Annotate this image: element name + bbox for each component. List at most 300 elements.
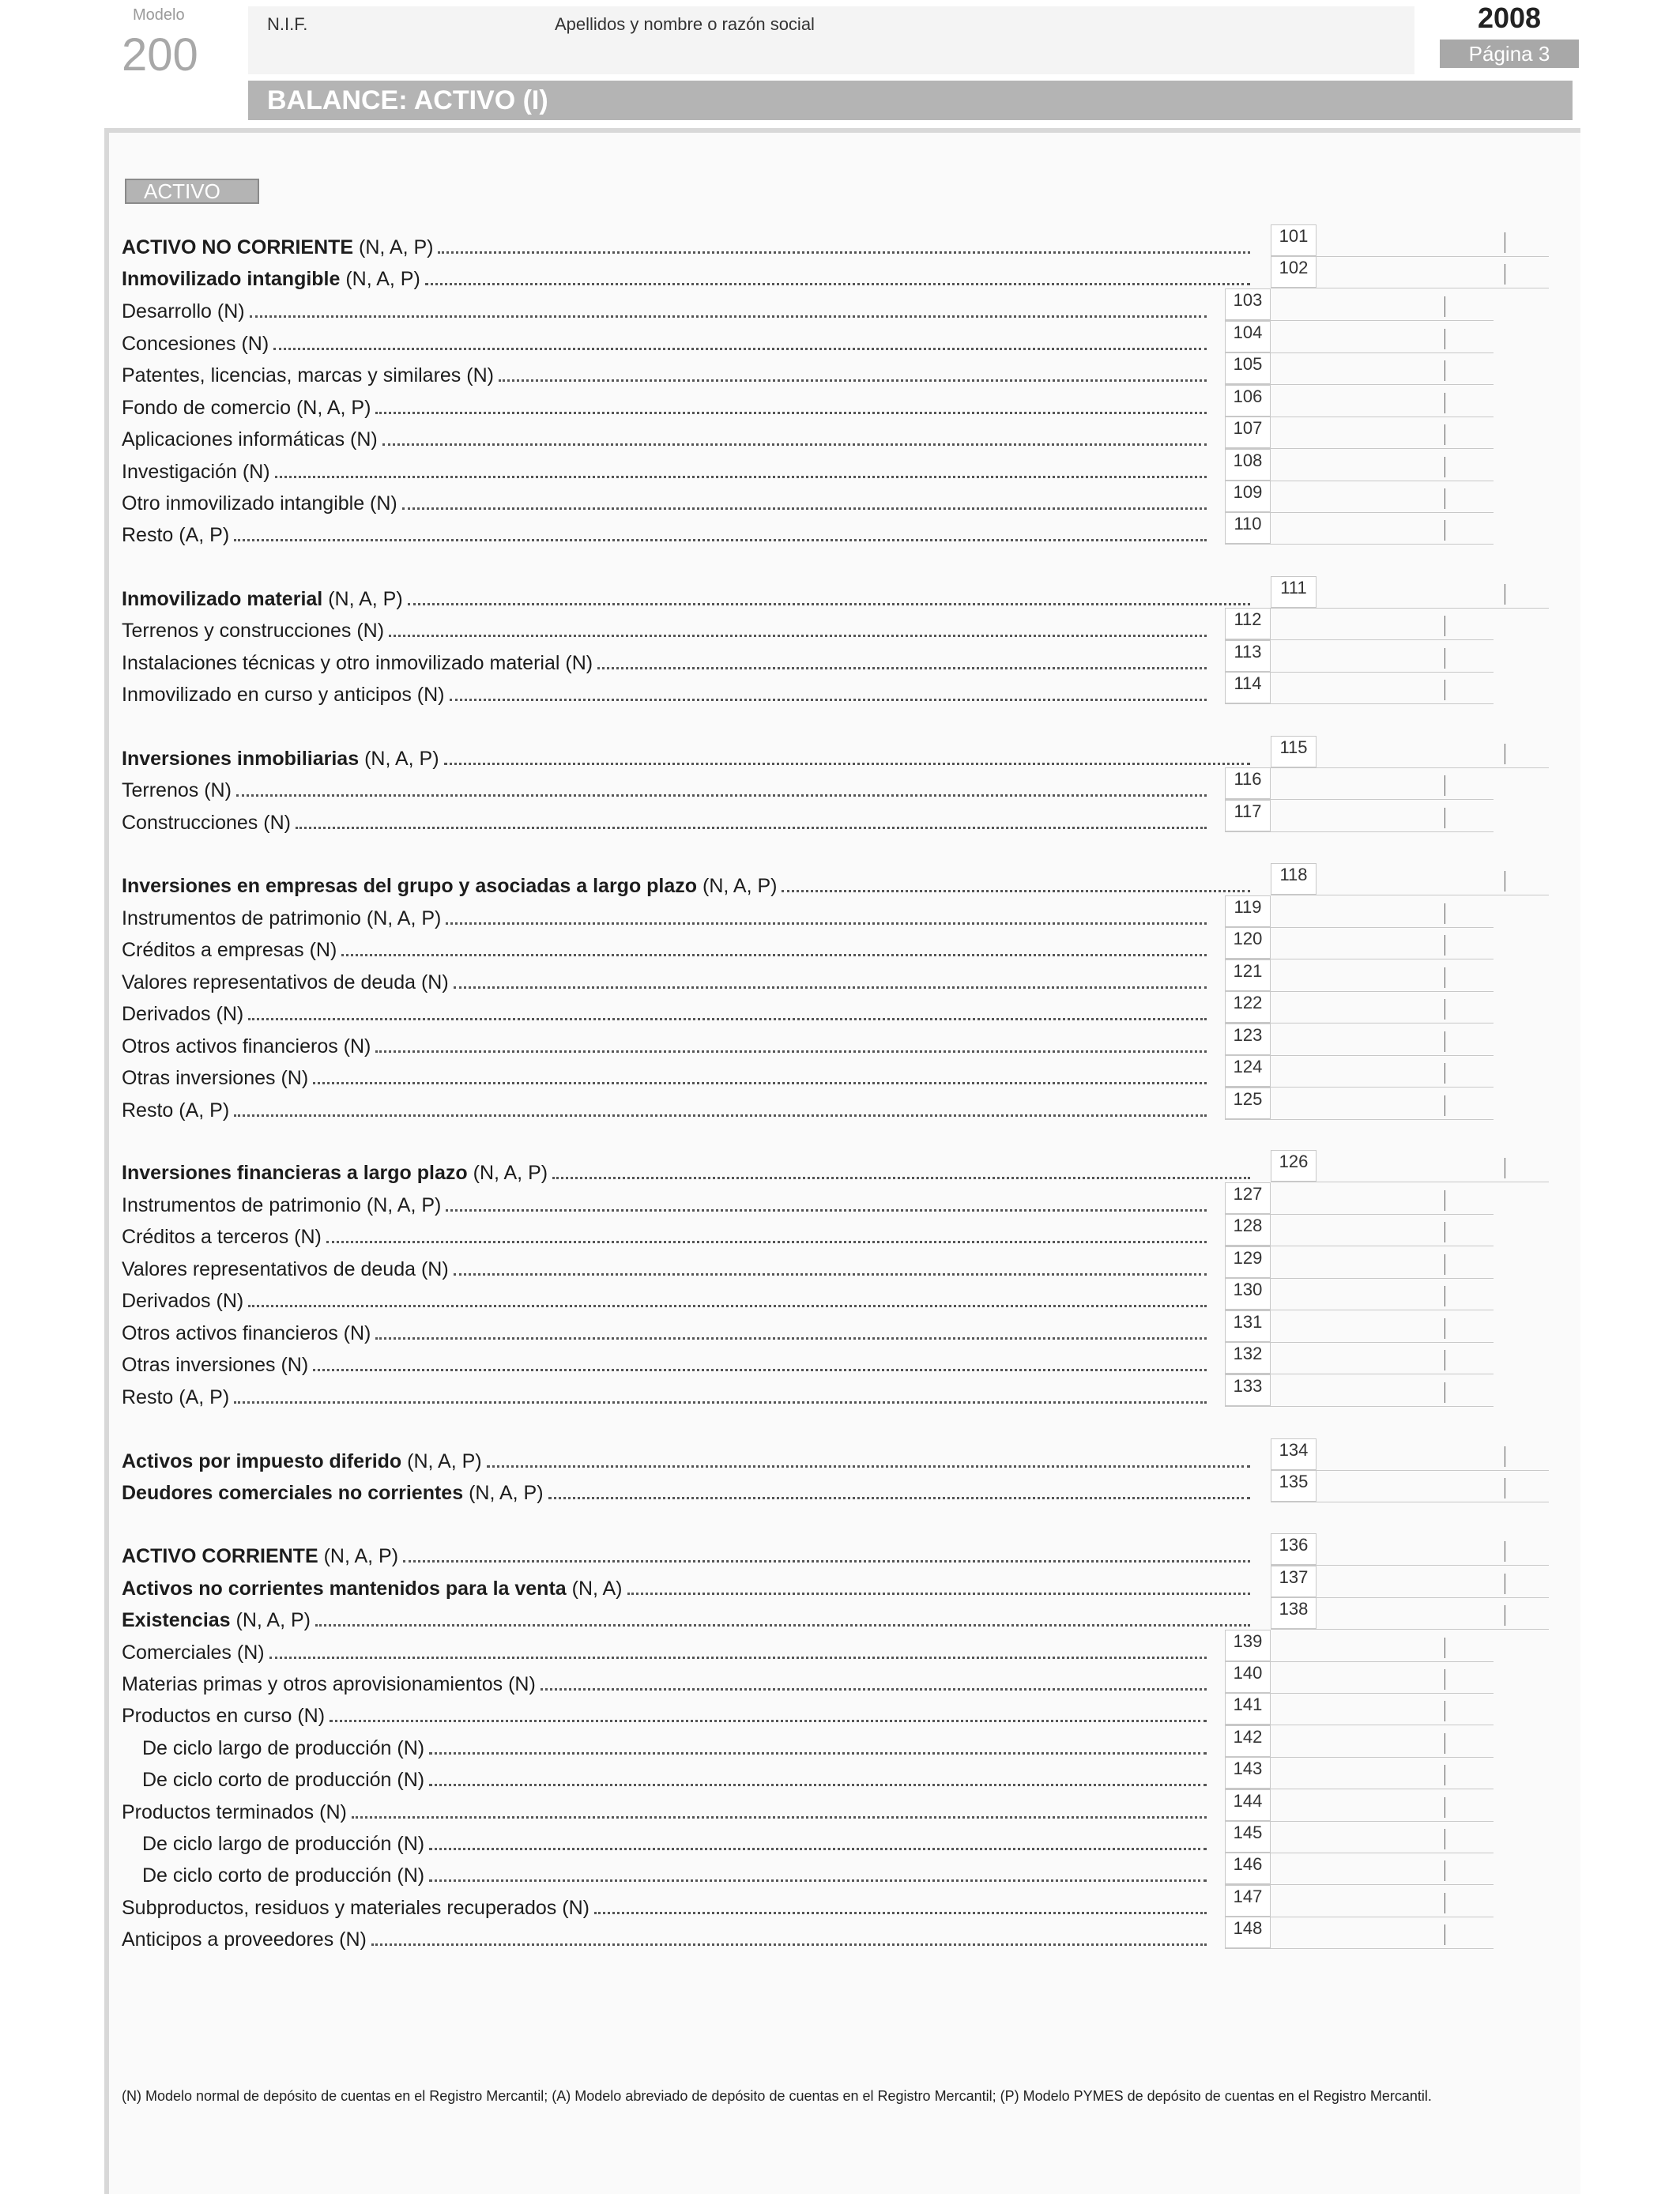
row-label-text: Aplicaciones informáticas (N) xyxy=(122,428,378,450)
row-label-text: Instalaciones técnicas y otro inmovilizado material (N) xyxy=(122,652,593,674)
field-code: 142 xyxy=(1225,1725,1271,1757)
amount-field[interactable] xyxy=(1225,991,1494,1023)
dot-leader xyxy=(425,283,1250,285)
dot-leader xyxy=(313,1369,1207,1371)
dot-leader xyxy=(315,1624,1250,1627)
row-label-text: Terrenos y construcciones (N) xyxy=(122,620,385,642)
form-row xyxy=(122,1732,1208,1760)
field-code: 134 xyxy=(1271,1438,1317,1470)
form-row xyxy=(122,647,1208,675)
row-label xyxy=(122,971,449,994)
form-row xyxy=(122,295,1208,323)
amount-field[interactable] xyxy=(1225,927,1494,959)
form-row xyxy=(122,262,1252,291)
form-row xyxy=(122,1699,1208,1728)
row-label-text: Patentes, licencias, marcas y similares (N) xyxy=(122,364,494,386)
row-label xyxy=(122,268,420,291)
row-label-text: Valores representativos de deuda (N) xyxy=(122,1258,449,1280)
field-code: 104 xyxy=(1225,321,1271,352)
dot-leader xyxy=(454,1273,1207,1276)
amount-field[interactable] xyxy=(1271,1150,1549,1182)
dot-leader xyxy=(438,251,1250,254)
field-code: 139 xyxy=(1225,1630,1271,1661)
amount-field[interactable] xyxy=(1271,1533,1549,1566)
row-label-bold: ACTIVO CORRIENTE xyxy=(122,1545,318,1567)
nif-label: N.I.F. xyxy=(267,14,308,34)
row-label xyxy=(122,1162,548,1185)
row-label-text: (N, A, P) xyxy=(467,1162,548,1184)
row-label xyxy=(122,1578,623,1600)
field-code: 131 xyxy=(1225,1310,1271,1342)
form-row xyxy=(122,1030,1208,1058)
row-label-text: (N, A) xyxy=(566,1578,623,1600)
form-row xyxy=(122,933,1208,962)
row-label xyxy=(122,1194,441,1217)
amount-field[interactable] xyxy=(1271,224,1549,257)
form-row xyxy=(122,614,1208,643)
field-code: 126 xyxy=(1271,1150,1317,1182)
form-row xyxy=(122,1827,1208,1856)
field-code: 137 xyxy=(1271,1566,1317,1597)
row-label-text: Construcciones (N) xyxy=(122,812,291,834)
dot-leader xyxy=(275,476,1207,478)
row-label-text: Productos en curso (N) xyxy=(122,1705,326,1727)
form-row xyxy=(122,391,1208,420)
form-row xyxy=(122,1348,1208,1377)
field-code: 145 xyxy=(1225,1821,1271,1853)
field-code: 130 xyxy=(1225,1278,1271,1310)
amount-field[interactable] xyxy=(1225,1693,1494,1725)
form-row xyxy=(122,997,1208,1026)
amount-field[interactable] xyxy=(1225,1214,1494,1246)
field-code: 141 xyxy=(1225,1693,1271,1725)
row-label-text: Fondo de comercio (N, A, P) xyxy=(122,397,371,419)
row-label-bold: Inversiones en empresas del grupo y asociadas a largo plazo xyxy=(122,875,698,897)
form-row xyxy=(122,1381,1208,1409)
amount-field[interactable] xyxy=(1225,959,1494,992)
form-row xyxy=(122,1094,1208,1122)
dot-leader xyxy=(248,1305,1207,1307)
amount-field[interactable] xyxy=(1225,385,1494,417)
dot-leader xyxy=(429,1879,1207,1882)
field-code: 122 xyxy=(1225,991,1271,1023)
field-code: 103 xyxy=(1225,288,1271,320)
form-row xyxy=(122,1156,1252,1185)
dot-leader xyxy=(273,348,1207,350)
dot-leader xyxy=(429,1848,1207,1850)
row-label xyxy=(122,1897,590,1920)
row-label xyxy=(122,652,593,675)
form-row xyxy=(122,359,1208,387)
row-label-text: Anticipos a proveedores (N) xyxy=(122,1928,367,1951)
amount-field[interactable] xyxy=(1225,512,1494,545)
row-label-bold: Inversiones inmobiliarias xyxy=(122,748,360,770)
field-code: 112 xyxy=(1225,608,1271,639)
section-tag: ACTIVO xyxy=(125,179,259,204)
field-code: 146 xyxy=(1225,1853,1271,1884)
row-label-text: Otras inversiones (N) xyxy=(122,1354,309,1376)
row-label-bold: Activos no corrientes mantenidos para la venta xyxy=(122,1578,567,1600)
dot-leader xyxy=(375,1337,1207,1340)
row-label-text: Créditos a empresas (N) xyxy=(122,939,337,961)
amount-field[interactable] xyxy=(1225,417,1494,449)
field-code: 107 xyxy=(1225,417,1271,448)
field-code: 118 xyxy=(1271,863,1317,895)
row-label xyxy=(122,1833,424,1856)
modelo-number: 200 xyxy=(122,29,198,81)
amount-field[interactable] xyxy=(1225,449,1494,481)
row-label-text: De ciclo corto de producción (N) xyxy=(142,1769,425,1791)
row-label xyxy=(122,907,441,930)
row-label-text: (N, A, P) xyxy=(353,236,434,258)
field-code: 148 xyxy=(1225,1917,1271,1948)
dot-leader xyxy=(248,1018,1207,1020)
amount-field[interactable] xyxy=(1225,1821,1494,1853)
amount-field[interactable] xyxy=(1225,352,1494,385)
amount-field[interactable] xyxy=(1225,1055,1494,1088)
form-row xyxy=(122,1253,1208,1281)
amount-field[interactable] xyxy=(1225,1853,1494,1885)
dot-leader xyxy=(454,986,1207,989)
field-code: 102 xyxy=(1271,256,1317,288)
field-code: 121 xyxy=(1225,959,1271,991)
field-code: 116 xyxy=(1225,767,1271,799)
row-label-text: Créditos a terceros (N) xyxy=(122,1226,322,1248)
row-label-text: Instrumentos de patrimonio (N, A, P) xyxy=(122,907,442,929)
dot-leader xyxy=(234,1114,1207,1117)
row-label xyxy=(122,461,270,484)
amount-field[interactable] xyxy=(1225,1246,1494,1279)
field-code: 119 xyxy=(1225,895,1271,927)
amount-field[interactable] xyxy=(1225,800,1494,832)
form-row xyxy=(122,1604,1252,1632)
field-code: 124 xyxy=(1225,1055,1271,1087)
row-label-text: Otros activos financieros (N) xyxy=(122,1322,371,1344)
field-code: 143 xyxy=(1225,1757,1271,1789)
row-label xyxy=(122,300,245,323)
row-label-bold: ACTIVO NO CORRIENTE xyxy=(122,236,354,258)
amount-field[interactable] xyxy=(1225,1310,1494,1343)
row-label-text: Otros activos financieros (N) xyxy=(122,1035,371,1057)
form-row xyxy=(122,1891,1208,1920)
row-label-text: Productos terminados (N) xyxy=(122,1801,347,1823)
amount-field[interactable] xyxy=(1225,1757,1494,1789)
amount-field[interactable] xyxy=(1225,1917,1494,1949)
dot-leader xyxy=(296,827,1207,829)
row-label-bold: Deudores comerciales no corrientes xyxy=(122,1482,464,1504)
row-label xyxy=(122,1035,371,1058)
form-row xyxy=(122,231,1252,259)
dot-leader xyxy=(375,1050,1207,1053)
row-label-text: Desarrollo (N) xyxy=(122,300,245,322)
row-label-text: (N, A, P) xyxy=(318,1545,399,1567)
row-label xyxy=(122,1769,424,1792)
amount-field[interactable] xyxy=(1225,1088,1494,1120)
row-label xyxy=(122,1609,311,1632)
amount-field[interactable] xyxy=(1225,321,1494,353)
row-label-text: Instrumentos de patrimonio (N, A, P) xyxy=(122,1194,442,1216)
dot-leader xyxy=(234,1401,1207,1404)
row-label-bold: Inversiones financieras a largo plazo xyxy=(122,1162,468,1184)
field-code: 114 xyxy=(1225,672,1271,703)
row-label-text: Subproductos, residuos y materiales recuperados (N) xyxy=(122,1897,590,1919)
amount-field[interactable] xyxy=(1271,256,1549,288)
field-code: 129 xyxy=(1225,1246,1271,1278)
dot-leader xyxy=(375,412,1207,414)
form-row xyxy=(122,1636,1208,1664)
row-label xyxy=(122,236,433,259)
row-label-text: De ciclo largo de producción (N) xyxy=(142,1833,425,1855)
dot-leader xyxy=(269,1657,1207,1659)
form-row xyxy=(122,1540,1252,1568)
field-code: 132 xyxy=(1225,1342,1271,1374)
form-row xyxy=(122,1763,1208,1792)
row-label-bold: Inmovilizado material xyxy=(122,588,323,610)
row-label xyxy=(122,1642,265,1664)
row-label xyxy=(122,1258,449,1281)
row-label xyxy=(122,1737,424,1760)
form-row xyxy=(122,742,1252,771)
row-label xyxy=(122,1545,398,1568)
row-label-text: Concesiones (N) xyxy=(122,333,269,355)
field-code: 101 xyxy=(1271,224,1317,256)
row-label-text: (N, A, P) xyxy=(697,875,778,897)
row-label xyxy=(122,1705,325,1728)
row-label-text: (N, A, P) xyxy=(463,1482,544,1504)
row-label xyxy=(122,684,445,707)
row-label xyxy=(122,1099,229,1122)
row-label xyxy=(122,779,232,802)
field-code: 111 xyxy=(1271,576,1317,608)
row-label xyxy=(122,1928,367,1951)
field-code: 138 xyxy=(1271,1597,1317,1629)
amount-field[interactable] xyxy=(1225,1023,1494,1056)
row-label xyxy=(122,875,777,898)
row-label xyxy=(122,1482,544,1505)
row-label-text: Otras inversiones (N) xyxy=(122,1067,309,1089)
row-label xyxy=(122,397,371,420)
amount-field[interactable] xyxy=(1271,1470,1549,1502)
dot-leader xyxy=(429,1752,1207,1755)
field-code: 105 xyxy=(1225,352,1271,384)
row-label xyxy=(122,1864,424,1887)
dot-leader xyxy=(597,667,1207,669)
row-label-text: (N, A, P) xyxy=(401,1450,482,1472)
field-code: 120 xyxy=(1225,927,1271,959)
row-label-text: (N, A, P) xyxy=(230,1609,311,1631)
row-label-text: Resto (A, P) xyxy=(122,1099,230,1122)
amount-field[interactable] xyxy=(1225,1630,1494,1662)
form-row xyxy=(122,1923,1208,1951)
dot-leader xyxy=(352,1816,1207,1819)
row-label-text: Valores representativos de deuda (N) xyxy=(122,971,449,993)
form-row xyxy=(122,774,1208,802)
row-label xyxy=(122,748,439,771)
form-row xyxy=(122,678,1208,707)
row-label xyxy=(122,524,229,547)
row-label xyxy=(122,1003,243,1026)
row-label-text: Resto (A, P) xyxy=(122,1386,230,1408)
row-label xyxy=(122,620,384,643)
field-code: 147 xyxy=(1225,1885,1271,1917)
field-code: 125 xyxy=(1225,1088,1271,1119)
amount-field[interactable] xyxy=(1271,863,1549,895)
amount-field[interactable] xyxy=(1225,1725,1494,1758)
dot-leader xyxy=(444,763,1250,765)
dot-leader xyxy=(487,1465,1250,1468)
dot-leader xyxy=(341,954,1207,956)
field-code: 140 xyxy=(1225,1661,1271,1693)
row-label-text: (N, A, P) xyxy=(340,268,420,290)
row-label xyxy=(122,1322,371,1345)
row-label xyxy=(122,588,403,611)
dot-leader xyxy=(313,1082,1207,1084)
row-label-bold: Activos por impuesto diferido xyxy=(122,1450,402,1472)
row-label-text: De ciclo corto de producción (N) xyxy=(142,1864,425,1887)
amount-field[interactable] xyxy=(1225,895,1494,928)
field-code: 109 xyxy=(1225,481,1271,512)
dot-leader xyxy=(250,315,1207,318)
row-label-text: Investigación (N) xyxy=(122,461,270,483)
field-code: 115 xyxy=(1271,736,1317,767)
row-label xyxy=(122,333,269,356)
field-code: 117 xyxy=(1225,800,1271,831)
form-row xyxy=(122,518,1208,547)
row-label-text: Resto (A, P) xyxy=(122,524,230,546)
row-label xyxy=(122,364,494,387)
name-label: Apellidos y nombre o razón social xyxy=(555,14,815,34)
dot-leader xyxy=(371,1943,1207,1946)
amount-field[interactable] xyxy=(1225,1374,1494,1407)
field-code: 128 xyxy=(1225,1214,1271,1246)
form-row xyxy=(122,1445,1252,1473)
form-row xyxy=(122,487,1208,515)
dot-leader xyxy=(382,443,1207,446)
row-label xyxy=(122,1067,308,1090)
modelo-label: Modelo xyxy=(133,6,185,24)
row-label xyxy=(122,1354,308,1377)
amount-field[interactable] xyxy=(1225,1789,1494,1822)
row-label-text: Otro inmovilizado intangible (N) xyxy=(122,492,397,515)
form-row xyxy=(122,966,1208,994)
year-label: 2008 xyxy=(1477,2,1542,34)
amount-field[interactable] xyxy=(1225,640,1494,673)
dot-leader xyxy=(782,890,1250,892)
form-row xyxy=(122,1796,1208,1824)
field-code: 110 xyxy=(1225,512,1271,544)
form-row xyxy=(122,1476,1252,1505)
amount-field[interactable] xyxy=(1271,1438,1549,1471)
dot-leader xyxy=(234,539,1207,541)
field-code: 113 xyxy=(1225,640,1271,672)
dot-leader xyxy=(330,1720,1207,1722)
dot-leader xyxy=(402,507,1207,510)
row-label xyxy=(122,1673,536,1696)
dot-leader xyxy=(627,1593,1250,1595)
row-label-text: De ciclo largo de producción (N) xyxy=(142,1737,425,1759)
row-label-bold: Inmovilizado intangible xyxy=(122,268,341,290)
amount-field[interactable] xyxy=(1271,1597,1549,1630)
form-row xyxy=(122,455,1208,484)
amount-field[interactable] xyxy=(1225,1885,1494,1917)
dot-leader xyxy=(552,1177,1250,1179)
dot-leader xyxy=(499,379,1207,382)
form-row xyxy=(122,1220,1208,1249)
field-code: 144 xyxy=(1225,1789,1271,1821)
dot-leader xyxy=(408,603,1250,605)
field-code: 108 xyxy=(1225,449,1271,481)
form-row xyxy=(122,902,1208,930)
amount-field[interactable] xyxy=(1225,1278,1494,1310)
dot-leader xyxy=(429,1784,1207,1786)
amount-field[interactable] xyxy=(1225,608,1494,640)
amount-field[interactable] xyxy=(1225,481,1494,513)
row-label-text: Materias primas y otros aprovisionamientos (N) xyxy=(122,1673,536,1695)
field-code: 133 xyxy=(1225,1374,1271,1406)
field-code: 106 xyxy=(1225,385,1271,417)
row-label-text: (N, A, P) xyxy=(322,588,403,610)
amount-field[interactable] xyxy=(1271,736,1549,768)
row-label xyxy=(122,492,397,515)
page-title: BALANCE: ACTIVO (I) xyxy=(248,81,1573,120)
dot-leader xyxy=(548,1497,1250,1499)
amount-field[interactable] xyxy=(1225,1182,1494,1215)
form-row xyxy=(122,1061,1208,1090)
amount-field[interactable] xyxy=(1271,576,1549,609)
amount-field[interactable] xyxy=(1225,767,1494,800)
page-badge: Página 3 xyxy=(1440,40,1579,68)
dot-leader xyxy=(446,922,1207,925)
dot-leader xyxy=(326,1241,1207,1243)
row-label xyxy=(122,939,337,962)
row-label-text: Derivados (N) xyxy=(122,1290,244,1312)
form-row xyxy=(122,1572,1252,1600)
field-code: 135 xyxy=(1271,1470,1317,1502)
header-identification-box xyxy=(248,6,1414,74)
row-label xyxy=(122,1801,347,1824)
row-label-text: Inmovilizado en curso y anticipos (N) xyxy=(122,684,445,706)
field-code: 136 xyxy=(1271,1533,1317,1565)
amount-field[interactable] xyxy=(1225,1342,1494,1374)
dot-leader xyxy=(403,1560,1250,1563)
dot-leader xyxy=(389,635,1207,637)
form-row xyxy=(122,327,1208,356)
dot-leader xyxy=(541,1688,1207,1691)
dot-leader xyxy=(450,699,1207,701)
field-code: 127 xyxy=(1225,1182,1271,1214)
row-label xyxy=(122,1450,482,1473)
dot-leader xyxy=(594,1912,1207,1914)
amount-field[interactable] xyxy=(1225,672,1494,704)
row-label xyxy=(122,1386,229,1409)
row-label-text: Derivados (N) xyxy=(122,1003,244,1025)
amount-field[interactable] xyxy=(1225,1661,1494,1694)
row-label-bold: Existencias xyxy=(122,1609,231,1631)
row-label-text: (N, A, P) xyxy=(359,748,439,770)
field-code: 123 xyxy=(1225,1023,1271,1055)
form-row xyxy=(122,869,1252,898)
row-label xyxy=(122,1290,243,1313)
form-row xyxy=(122,1284,1208,1313)
form-row xyxy=(122,423,1208,451)
dot-leader xyxy=(236,794,1207,797)
row-label xyxy=(122,428,378,451)
form-row xyxy=(122,1317,1208,1345)
amount-field[interactable] xyxy=(1225,288,1494,321)
row-label xyxy=(122,1226,322,1249)
amount-field[interactable] xyxy=(1271,1566,1549,1598)
dot-leader xyxy=(446,1209,1207,1212)
